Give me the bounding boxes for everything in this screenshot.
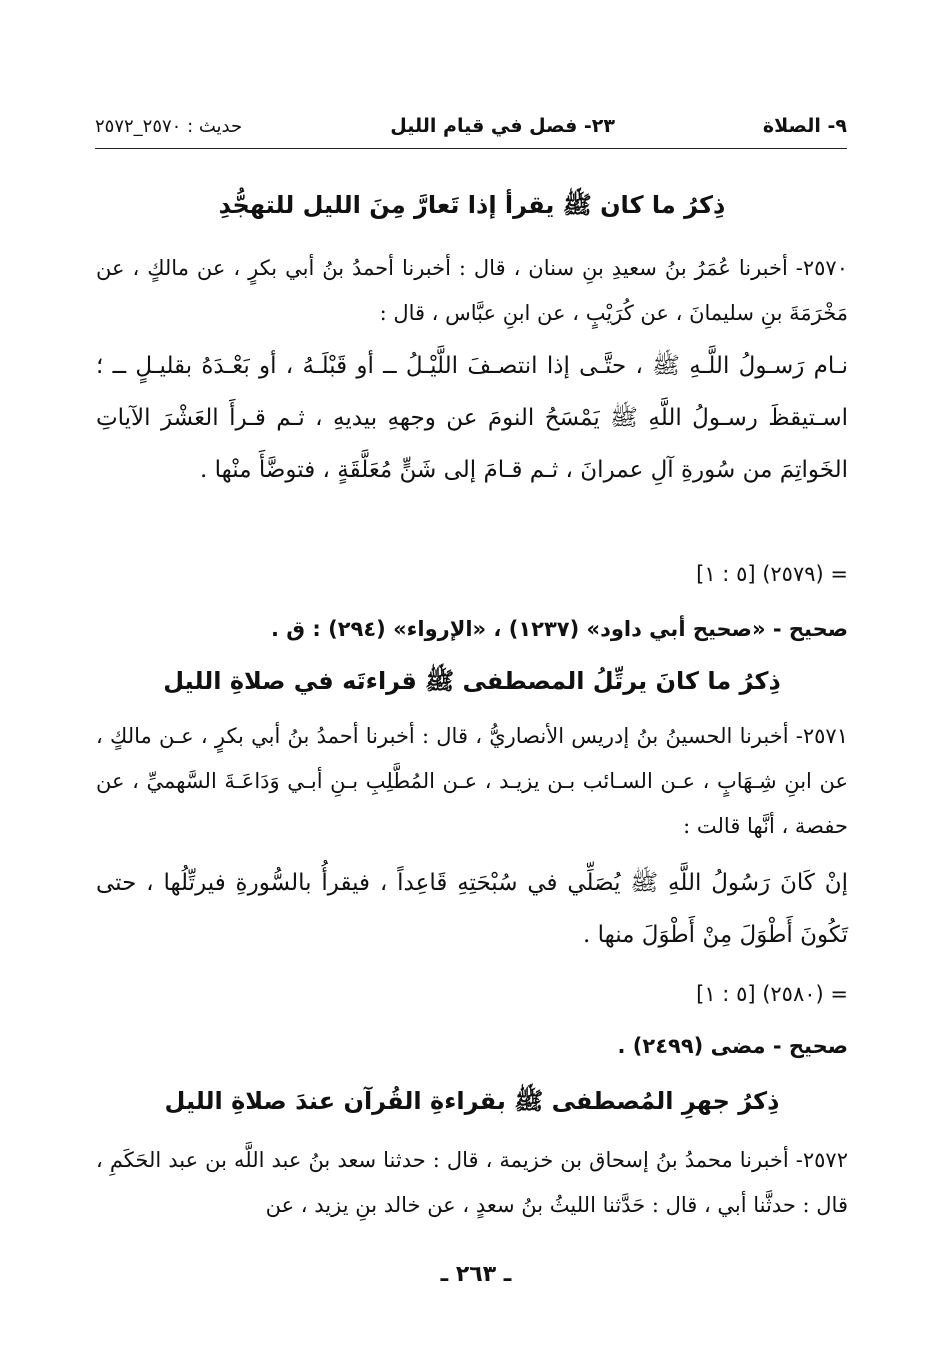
matn-text: إنْ كَانَ رَسُولُ اللَّهِ ﷺ يُصَلِّي في سُبْحَتِهِ قَاعِداً ، فيقرأُ بالسُّورةِ فيرتِّلُها ، حتى تَكُونَ أَطْوَلَ مِنْ أَطْوَلَ منها . xyxy=(96,870,848,948)
isnad-text: ٢٥٧٠- أخبرنا عُمَرُ بنُ سعيدِ بنِ سنان ، قال : أخبرنا أحمدُ بنُ أبي بكرٍ ، عن مالكٍ ، عن مَخْرَمَةَ بنِ سليمانَ ، عن كُرَيْبٍ ، عن ابنِ عبَّاس ، قال : xyxy=(96,256,848,325)
isnad-text: ٢٥٧٢- أخبرنا محمدُ بنُ إسحاق بن خزيمة ، قال : حدثنا سعد بنُ عبد اللَّه بن عبد الحَكَمِ ، قال : حدثَّنا أبي ، قال : حَدَّثنا الليثُ بنُ سعدٍ ، عن خالد بنِ يزيد ، عن xyxy=(96,1148,848,1217)
isnad-text: ٢٥٧١- أخبرنا الحسينُ بنُ إدريس الأنصاريُّ ، قال : أخبرنا أحمدُ بنُ أبي بكرٍ ، عـن مالكٍ ، عن ابنِ شِـهَابٍ ، عـن السـائب بـن يزيـد ، عـن المُطَّلِبِ بـنِ أبـي وَدَاعَـةَ السَّهميِّ ، عن حفصة ، أنَّها قالت : xyxy=(96,724,848,838)
cross-reference: = (٢٥٧٩) [٥ : ١] xyxy=(696,562,848,586)
cross-reference: = (٢٥٨٠) [٥ : ١] xyxy=(696,982,848,1006)
page-number: ـ ٢٦٣ ـ xyxy=(440,1262,512,1287)
chapter-heading: ذِكرُ جهرِ المُصطفى ﷺ بقراءةِ القُرآن عندَ صلاةِ الليل xyxy=(164,1087,780,1115)
hadith-2570 xyxy=(96,246,848,496)
running-head xyxy=(95,108,847,144)
header-rule xyxy=(95,148,847,149)
grading-note: صحيح - مضى (٢٤٩٩) . xyxy=(617,1034,848,1058)
hadith-2571 xyxy=(96,714,848,961)
grading-note: صحيح - «صحيح أبي داود» (١٢٣٧) ، «الإرواء» (٢٩٤) : ق . xyxy=(271,617,848,641)
matn-text: نـام رَسـولُ اللَّـهِ ﷺ ، حتَّـى إذا انتصـفَ اللَّيْـلُ ــ أو قَبْلَـهُ ، أو بَعْـدَهُ بقليـلٍ ــ ؛ اسـتيقظَ رسـولُ اللَّهِ ﷺ يَمْسَحُ النومَ عن وجههِ بيديهِ ، ثـم قـرأَ العَشْرَ الآياتِ الخَواتِمَ من سُورةِ آلِ عمرانَ ، ثـم قـامَ إلى شَنٍّ مُعَلَّقَةٍ ، فتوضَّأَ منْها . xyxy=(96,353,848,483)
chapter-heading: ذِكرُ ما كان ﷺ يقرأ إذا تَعارَّ مِنَ الليل للتهجُّدِ xyxy=(218,191,726,219)
chapter-title: ٩- الصلاة xyxy=(762,115,847,137)
section-title: ٢٣- فصل في قيام الليل xyxy=(390,115,615,137)
hadith-2572 xyxy=(96,1138,848,1228)
chapter-heading: ذِكرُ ما كانَ يرتِّلُ المصطفى ﷺ قراءتَه في صلاةِ الليل xyxy=(163,667,781,695)
hadith-range: حديث : ٢٥٧٠_٢٥٧٢ xyxy=(95,115,243,137)
